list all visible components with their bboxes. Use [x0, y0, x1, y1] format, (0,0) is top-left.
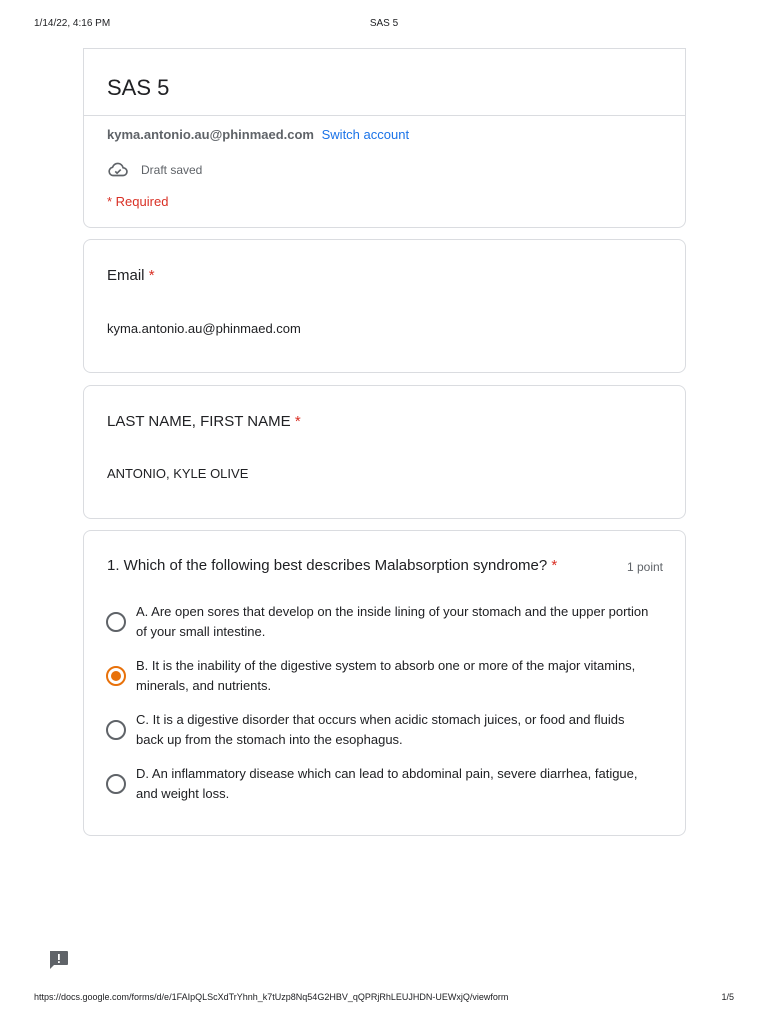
option-d-radio[interactable] [106, 774, 126, 794]
form-title: SAS 5 [107, 75, 170, 100]
email-answer: kyma.antonio.au@phinmaed.com [107, 321, 301, 336]
required-star: * [148, 267, 155, 284]
option-d[interactable] [106, 764, 655, 804]
email-question-label: Email [107, 267, 145, 284]
feedback-icon[interactable] [48, 950, 69, 970]
name-question-card [83, 385, 686, 519]
cloud-check-icon [107, 159, 129, 181]
question-1-title [107, 557, 557, 574]
name-question-label: LAST NAME, FIRST NAME [107, 413, 291, 430]
form-header-card [83, 48, 686, 228]
account-email: kyma.antonio.au@phinmaed.com [107, 127, 314, 142]
option-a-label: A. Are open sores that develop on the inside lining of your stomach and the upper portion of your small intestine. [136, 604, 649, 639]
option-b-label: B. It is the inability of the digestive system to absorb one or more of the major vitamins, minerals, and nutrients. [136, 658, 636, 693]
question-1-label: 1. Which of the following best describes Malabsorption syndrome? [107, 557, 548, 574]
name-question-title [107, 413, 301, 430]
option-b[interactable] [106, 656, 655, 696]
option-c-radio[interactable] [106, 720, 126, 740]
required-note: * Required [107, 194, 169, 209]
option-a[interactable] [106, 602, 655, 642]
switch-account-link[interactable]: Switch account [321, 127, 410, 142]
email-question-card [83, 239, 686, 373]
email-question-title [107, 267, 155, 284]
print-datetime: 1/14/22, 4:16 PM [34, 18, 111, 29]
question-points: 1 point [626, 560, 663, 574]
option-c-label: C. It is a digestive disorder that occurs when acidic stomach juices, or food and fluids back up from the stomach into the esophagus. [136, 712, 625, 747]
name-answer[interactable]: ANTONIO, KYLE OLIVE [107, 466, 249, 481]
page-number: 1/5 [721, 992, 734, 1002]
required-star: * [551, 557, 558, 574]
print-header [34, 18, 734, 32]
option-b-radio[interactable] [106, 666, 126, 686]
draft-status-text: Draft saved [141, 163, 203, 177]
question-1-card [83, 530, 686, 836]
option-d-label: D. An inflammatory disease which can lead to abdominal pain, severe diarrhea, fatigue, and weight loss. [136, 766, 638, 801]
page-url: https://docs.google.com/forms/d/e/1FAIpQLScXdTrYhnh_k7tUzp8Nq54G2HBV_qQPRjRhLEUJHDN-UEWxjQ/viewform [34, 992, 509, 1002]
header-divider [84, 115, 685, 116]
print-doc-title: SAS 5 [369, 18, 399, 29]
required-star: * [294, 413, 301, 430]
draft-status-row [107, 159, 202, 181]
option-a-radio[interactable] [106, 612, 126, 632]
account-row [107, 127, 409, 142]
option-c[interactable] [106, 710, 655, 750]
print-footer [34, 992, 734, 1006]
